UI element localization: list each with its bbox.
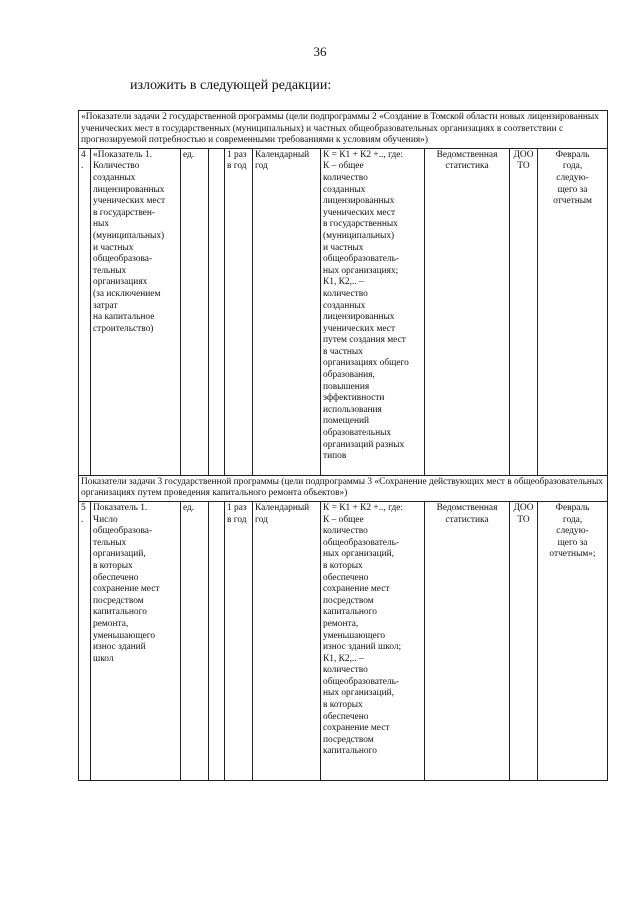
responsible-cell: ДОО ТО — [510, 148, 538, 475]
indicator-type-cell: Календарный год — [253, 501, 321, 780]
formula-cell: К = К1 + К2 +.., где: К – общее количество общеобразователь- ных организаций, в которых обеспечено сохранение мест посредством капитального ремонта, уменьшающего износ зданий школ; К1, К2,.. – количество общеобразователь- ных организаций, в которых обеспечено сохранение мест посредством капитального — [321, 501, 425, 780]
section-title: Показатели задачи 3 государственной программы (цели подпрограммы 3 «Сохранение действующих мест в общеобразовательных организациях путем проведения капитального ремонта объектов») — [79, 475, 608, 501]
indicators-table — [78, 110, 608, 781]
formula-cell: К = К1 + К2 +.., где: К – общее количество созданных лицензированных ученических мест в государственных (муниципальных) и частных общеобразователь- ных организациях; К1, К2,.. – количество созданных лицензированных ученических мест путем создания мест в частных организациях общего образования, повышения эффективности использования помещений образовательных организаций разных типов — [321, 148, 425, 475]
indicator-name: «Показатель 1. Количество созданных лицензированных ученических мест в государствен- ных (муниципальных) и частных общеобразова- тельных организациях (за исключением затрат на капитальное строительство) — [91, 148, 181, 475]
intro-text: изложить в следующей редакции: — [130, 78, 332, 93]
data-source-cell: Ведомственная статистика — [425, 148, 510, 475]
section-title: «Показатели задачи 2 государственной программы (цели подпрограммы 2 «Создание в Томской области новых лицензированных ученических мест в государственных (муниципальных) и частных общеобразовательных организациях в соответствии с прогнозируемой потребностью и современными требованиями к условиям обучения») — [79, 111, 608, 149]
periodicity-cell: 1 раз в год — [225, 148, 253, 475]
unit-cell: ед. — [181, 148, 209, 475]
page-number: 36 — [313, 44, 327, 59]
indicator-name: Показатель 1. Число общеобразова- тельных организаций, в которых обеспечено сохранение мест посредством капитального ремонта, уменьшающего износ зданий школ — [91, 501, 181, 780]
indicator-type-cell: Календарный год — [253, 148, 321, 475]
section-header-row — [79, 111, 608, 149]
row-number: 5. — [79, 501, 91, 780]
deadline-cell: Февраль года, следую- щего за отчетным — [538, 148, 608, 475]
table-row — [79, 148, 608, 475]
unit-cell: ед. — [181, 501, 209, 780]
table-row — [79, 501, 608, 780]
data-source-cell: Ведомственная статистика — [425, 501, 510, 780]
deadline-cell: Февраль года, следую- щего за отчетным»; — [538, 501, 608, 780]
empty-cell — [209, 501, 225, 780]
periodicity-cell: 1 раз в год — [225, 501, 253, 780]
row-number: 4. — [79, 148, 91, 475]
empty-cell — [209, 148, 225, 475]
responsible-cell: ДОО ТО — [510, 501, 538, 780]
section-header-row — [79, 475, 608, 501]
